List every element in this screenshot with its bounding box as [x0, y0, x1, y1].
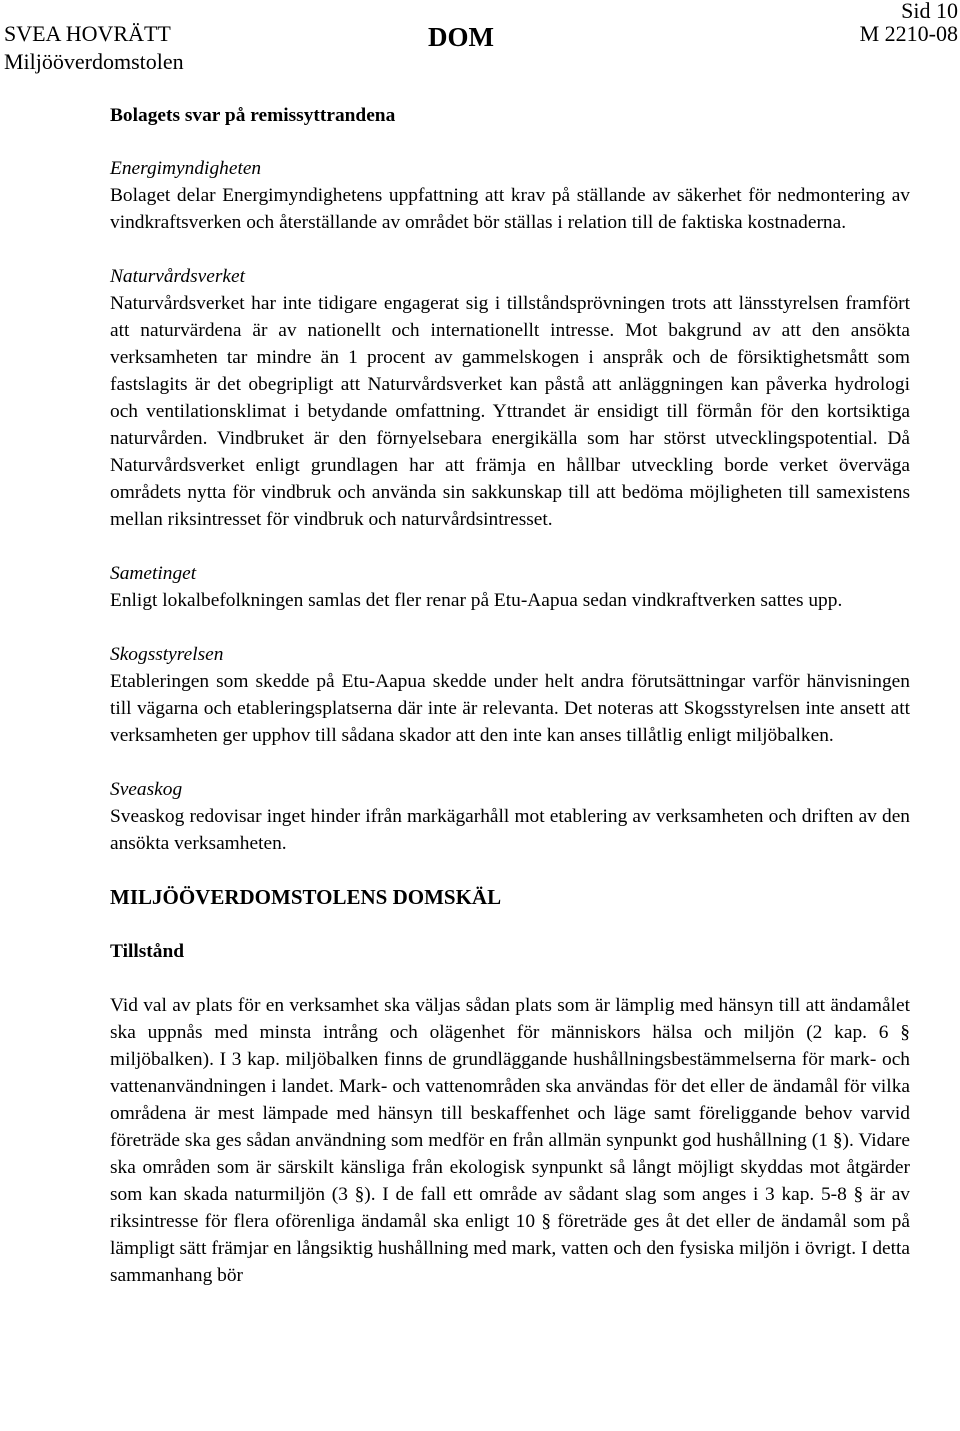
page-number: Sid 10	[901, 0, 958, 23]
document-body	[110, 102, 910, 1289]
section-heading-domskal: MILJÖÖVERDOMSTOLENS DOMSKÄL	[110, 885, 502, 909]
subheading-naturvardsverket: Naturvårdsverket	[110, 266, 245, 287]
paragraph-tillstand: Vid val av plats för en verksamhet ska väljas sådan plats som är lämplig med hänsyn till att ändamålet ska uppnås med minsta intrång och olägenhet för människors hälsa och miljön (2 kap. 6 § miljöbalken). I 3 kap. miljöbalken finns de grundläggande hushållningsbestämmelserna för mark- och vattenanvändningen i landet. Mark- och vattenområden ska användas för det eller de ändamål för vilka områdena är mest lämpade med hänsyn till beskaffenhet och läge samt föreliggande behov varvid företräde ska ges sådan användning som medför en från allmän synpunkt god hushållning (1 §). Vidare ska områden som är särskilt känsliga från ekologisk synpunkt så långt möjligt skyddas mot åtgärder som kan skada naturmiljön (3 §). I de fall ett område av sådant slag som anges i 3 kap. 5-8 § är av riksintresse för flera oförenliga ändamål ska enligt 10 § företräde ges åt det eller de ändamål som på lämpligt sätt främjar en långsiktig hushållning med mark, vatten och den fysiska miljön i övrigt. I detta sammanhang bör	[110, 995, 910, 1286]
paragraph-sveaskog: Sveaskog redovisar inget hinder ifrån markägarhåll mot etablering av verksamheten och driften av den ansökta verksamheten.	[110, 806, 910, 854]
case-number: M 2210-08	[859, 21, 958, 46]
page-header	[0, 0, 960, 80]
court-department: Miljööverdomstolen	[4, 49, 184, 74]
paragraph-naturvardsverket: Naturvårdsverket har inte tidigare engagerat sig i tillståndsprövningen trots att länsstyrelsen framfört att naturvärdena är av nationellt och internationellt intresse. Mot bakgrund av att den ansökta verksamheten tar mindre än 1 procent av gammelskogen i anspråk och de försiktighetsmått som fastslagits är det obegripligt att Naturvårdsverket kan påstå att anläggningen kan påverka hydrologi och ventilationsklimat i betydande omfattning. Yttrandet är ensidigt till förmån för den kortsiktiga naturvården. Vindbruket är den förnyelsebara energikälla som har störst utvecklingspotential. Då Naturvårdsverket enligt grundlagen har att främja en hållbar utveckling borde verket överväga områdets nytta för vindbruk och använda sin sakkunskap till att bedöma möjligheten till samexistens mellan riksintresset för vindbruk och naturvårdsintresset.	[110, 293, 910, 530]
subheading-skogsstyrelsen: Skogsstyrelsen	[110, 644, 224, 665]
subheading-sveaskog: Sveaskog	[110, 779, 183, 800]
section-heading-bolagets-svar: Bolagets svar på remissyttrandena	[110, 105, 396, 126]
paragraph-sametinget: Enligt lokalbefolkningen samlas det fler renar på Etu-Aapua sedan vindkraftverken sattes upp.	[110, 590, 843, 611]
subsection-heading-tillstand: Tillstånd	[110, 941, 185, 962]
paragraph-energimyndigheten: Bolaget delar Energimyndighetens uppfattning att krav på ställande av säkerhet för nedmontering av vindkraftsverken och återställande av området bör ställas i relation till de faktiska kostnaderna.	[110, 185, 910, 233]
paragraph-skogsstyrelsen: Etableringen som skedde på Etu-Aapua skedde under helt andra förutsättningar varför hänvisningen till vägarna och etableringsplatserna där inte är relevanta. Det noteras att Skogsstyrelsen inte ansett att verksamheten ger upphov till sådana skador att den inte kan anses tillåtlig enligt miljöbalken.	[110, 671, 910, 746]
subheading-energimyndigheten: Energimyndigheten	[110, 158, 262, 179]
subheading-sametinget: Sametinget	[110, 563, 197, 584]
court-name: SVEA HOVRÄTT	[4, 21, 171, 46]
document-type: DOM	[428, 22, 494, 52]
